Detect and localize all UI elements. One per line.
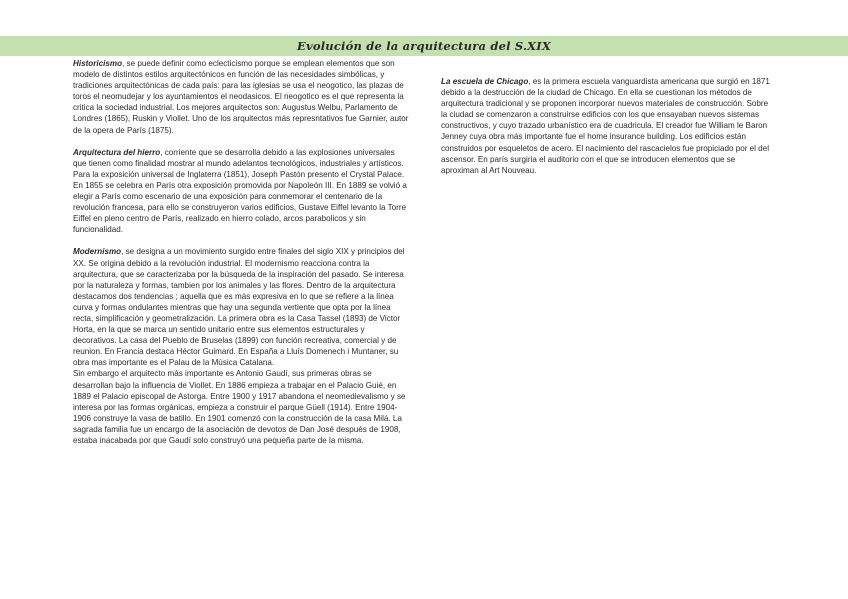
right-column bbox=[441, 76, 773, 187]
title-bar bbox=[0, 36, 848, 56]
paragraph-modernismo bbox=[73, 246, 409, 368]
term-arquitectura-hierro: Arquitectura del hierro bbox=[73, 147, 161, 157]
paragraph-historicismo bbox=[73, 58, 409, 136]
term-escuela-chicago: La escuela de Chicago bbox=[441, 77, 529, 86]
section-escuela-chicago bbox=[441, 76, 773, 176]
paragraph-arquitectura-hierro bbox=[73, 147, 409, 236]
text-escuela-chicago: , es la primera escuela vanguardista americana que surgió en 1871 debido a la destrucción de la ciudad de Chicago. En ella se cuestionan los métodos de arquitectura tradicional y se proponen incorporar nuevos materiales de construcción. Sobre la ciudad se comenzaron a construirse edificios con los que ensayaban nuevos sistemas constructivos, y cuyo trazado urbanístico era de cuadricula. El creador fue William le Baron Jenney cuya obra más importante fue el home insurance building. Los edificios están construidos por esqueletos de acero. El nacimiento del rascacielos fue propiciado por el del ascensor. En parís surgiria el auditorio con el que se introducen elementos que se aproximan al Art Nouveau. bbox=[441, 77, 770, 175]
paragraph-escuela-chicago bbox=[441, 76, 773, 176]
section-arquitectura-hierro bbox=[73, 147, 409, 236]
text-modernismo: , se designa a un movimiento surgido entre finales del siglo XIX y principios del XX. Se origina debido a la revolución industrial. El modernismo reacciona contra la arquitectura, que se caracterizaba por la búsqueda de la inspiración del pasado. Se interesa por la naturaleza y formas, tambien por los animales y las flores. Dentro de la arquitectura destacamos dos tendencias ; aquella que es más expresiva en lo que se refiere a la línea curva y formas ondulantes mientras que hay una segunda vertiente que opta por la línea recta, simplificación y geometralización. La primera obra es la Casa Tassel (1893) de Victor Horta, en la que se marca un sentido unitario entre sus elementos estructurales y decorativos. La casa del Pueblo de Bruselas (1899) con función recreativa, comercial y de reunion. En Francia destaca Héctor Guimard. En España a Lluís Domenech i Muntaner, su obra mas importante es el Palau de la Música Catalana. bbox=[73, 247, 405, 368]
section-historicismo bbox=[73, 58, 409, 136]
page-title: Evolución de la arquitectura del S.XIX bbox=[297, 39, 551, 53]
left-column bbox=[73, 58, 409, 457]
text-historicismo: , se puede definir como eclecticismo porque se emplean elementos que son modelo de distintos estilos arquitectónicos en función de las necesidades simbólicas, y tradiciones arquitectónicas de cada país: para las iglesias se usa el neogotico, las plazas de toros el neomudejar y los ayuntamientos el neodasicos. El neogotico es el que representa la critica la sociedad industrial. Los mejores arquitectos son: Augustus Welbu, Parlamento de Londres (1865), Ruskin y Viollet. Uno de los arquitectos más represntativos fue Garnier, autor de la opera de París (1875). bbox=[73, 59, 409, 135]
paragraph-gaudi: Sin embargo el arquitecto más importante es Antonio Gaudí, sus primeras obras se desarrollan bajo la influencia de Viollet. En 1886 empieza a trabajar en el Palacio Guié, en 1889 el Palacio episcopal de Astorga. Entre 1900 y 1917 abandona el neomedievalismo y se interesa por las formas orgánicas, empieza a construir el parque Güell (1914). Entre 1904-1906 construye la vasa de batillo. En 1901 comenzó con la construcción de la casa Milá. La sagrada familia fue un encargo de la asociación de devotos de Dan José después de 1908, estaba inacabada por que Gaudí solo construyó una pequeña parte de la misma. bbox=[73, 369, 406, 445]
term-historicismo: Historicismo bbox=[73, 59, 123, 68]
term-modernismo: Modernismo bbox=[73, 247, 122, 257]
text-arquitectura-hierro: , corriente que se desarrolla debido a las explosiones universales que tienen como finalidad mostrar al mundo adelantos tecnológicos, industriales y artísticos. Para la exposición universal de Inglaterra (1851), Joseph Pastón presento el Crystal Palace. En 1855 se celebra en París otra exposición promovida por Napoleón III. En 1889 se volvió a elegir a París como escenario de una exposición para conmemorar el centenario de la revolución francesa, para ello se construyeron varios edificios, Gustave Eiffel levanto la Torre Eiffel en pleno centro de París, realizado en hierro colado, arcos parabolicos y sin funcionalidad. bbox=[73, 147, 407, 235]
section-modernismo bbox=[73, 246, 409, 446]
